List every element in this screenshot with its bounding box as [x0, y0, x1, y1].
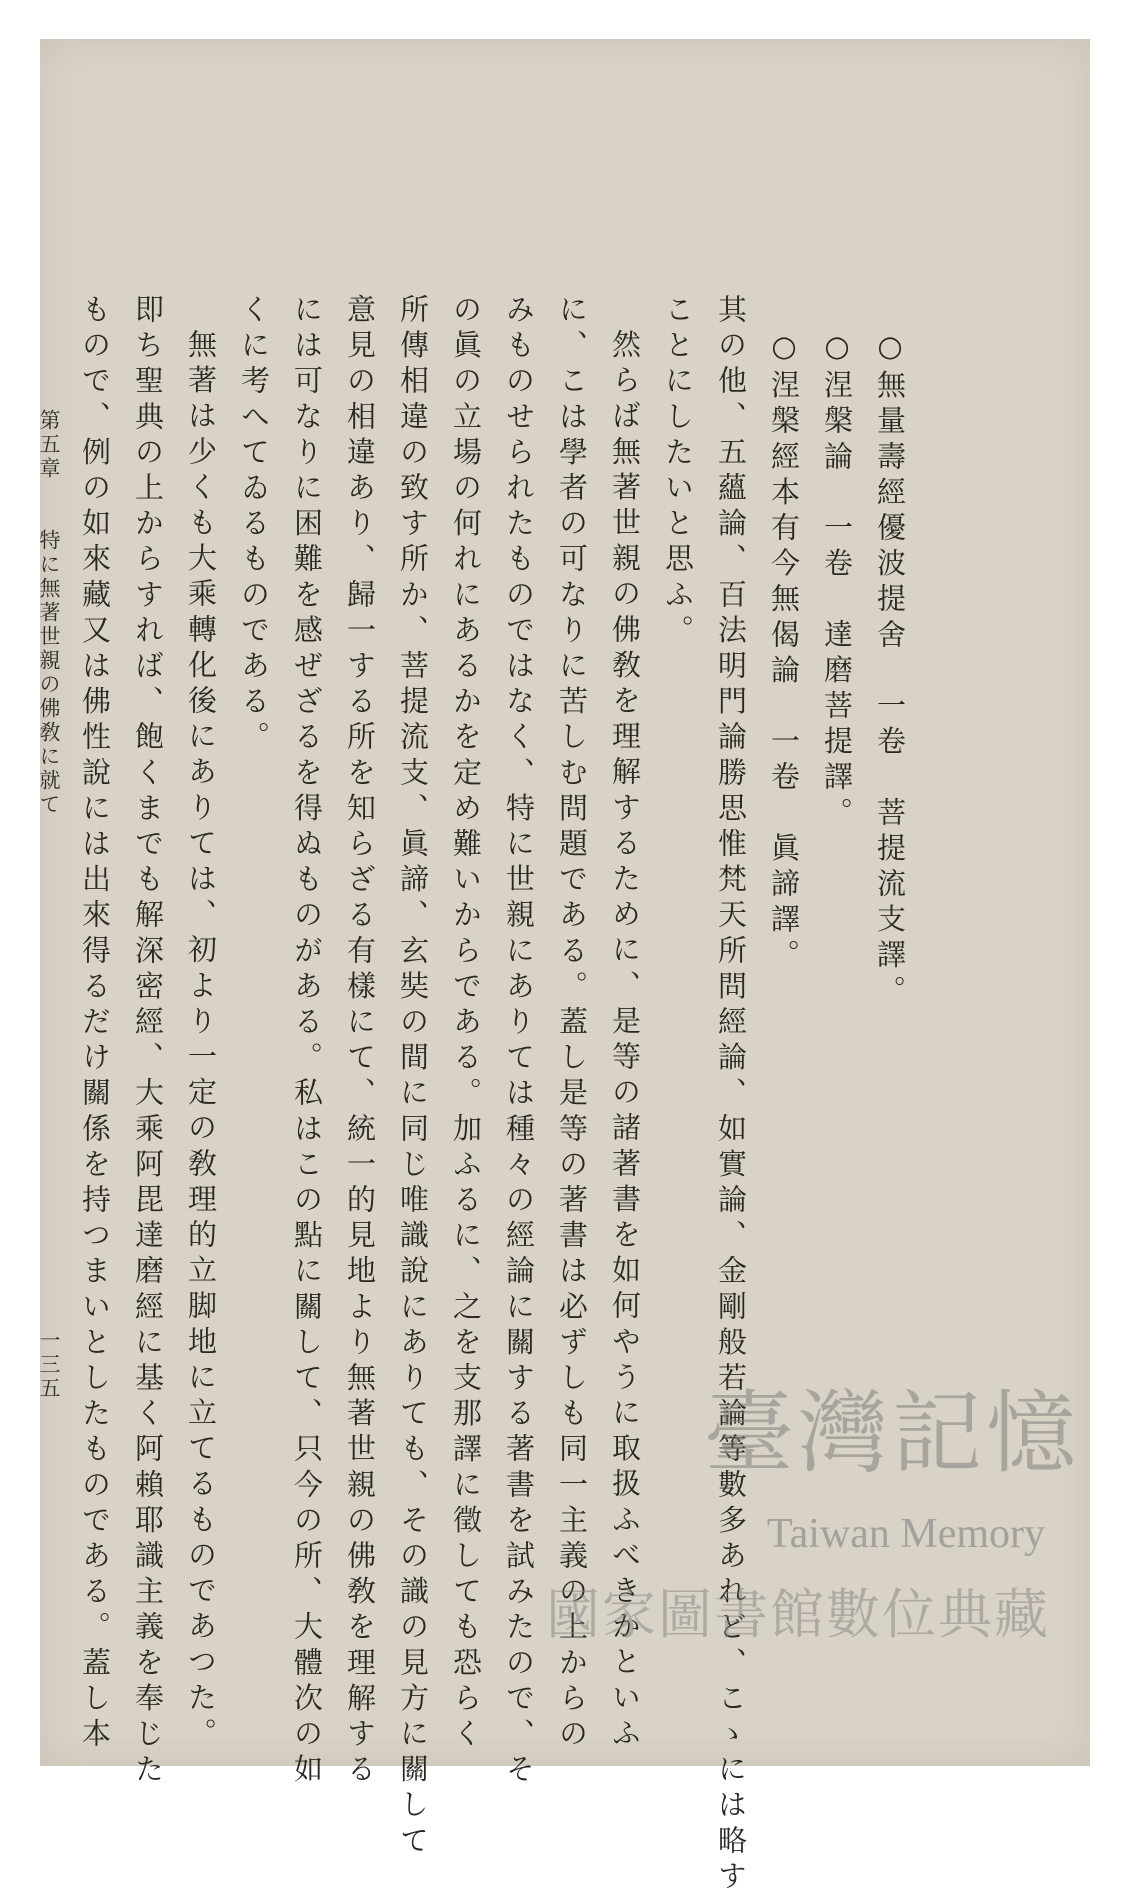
book-page	[37, 39, 1090, 1896]
text-column-16: もので、例の如來藏又は佛性說には出來得るだけ關係を持つまいとしたものである。蓋し本	[78, 294, 112, 1754]
text-column-7: に、こは學者の可なりに苦しむ問題である。蓋し是等の著書は必ずしも同一主義の上からの	[555, 294, 589, 1754]
watermark-english: Taiwan Memory	[766, 1511, 1045, 1557]
chapter-footer: 第五章 特に無著世親の佛敎に就て	[37, 409, 61, 817]
text-column-9: の眞の立場の何れにあるかを定め難いからである。加ふるに、之を支那譯に徵しても恐らく	[449, 294, 483, 1754]
text-column-3: ○涅槃經本有今無偈論 一卷 眞諦譯。	[767, 329, 801, 975]
text-column-11: 意見の相違あり、歸一する所を知らざる有樣にて、統一的見地より無著世親の佛敎を理解する	[343, 294, 377, 1790]
text-column-15: 即ち聖典の上からすれば、飽くまでも解深密經、大乘阿毘達磨經に基く阿賴耶識主義を奉じた	[131, 294, 165, 1790]
text-column-10: 所傳相違の致す所か、菩提流支、眞諦、玄奘の間に同じ唯識說にありても、その識の見方に關して	[396, 294, 430, 1861]
text-column-2: ○涅槃論 一卷 達磨菩提譯。	[820, 329, 854, 833]
text-column-8: みものせられたものではなく、特に世親にありては種々の經論に關する著書を試みたので、そ	[502, 294, 536, 1790]
text-column-12: には可なりに困難を感ぜざるを得ぬものがある。私はこの點に關して、只今の所、大體次の如	[290, 294, 324, 1790]
text-column-4: 其の他、五蘊論、百法明門論勝思惟梵天所問經論、如實論、金剛般若論等數多あれど、こゝには略す	[714, 294, 748, 1896]
watermark-chinese: 國家圖書館數位典藏	[546, 1583, 1050, 1646]
text-column-1: ○無量壽經優波提舍 一卷 菩提流支譯。	[873, 329, 907, 1011]
text-column-13: くに考へてゐるものである。	[237, 294, 271, 757]
text-column-14: 無著は少くも大乘轉化後にありては、初より一定の敎理的立脚地に立てるものであつた。	[184, 329, 218, 1753]
text-column-5: ことにしたいと思ふ。	[661, 294, 695, 650]
text-column-6: 然らば無著世親の佛敎を理解するために、是等の諸著書を如何やうに取扱ふべきかといふ	[608, 329, 642, 1753]
watermark-logo: 臺灣記憶	[704, 1381, 1080, 1486]
page-number: 一三五	[37, 1329, 61, 1401]
